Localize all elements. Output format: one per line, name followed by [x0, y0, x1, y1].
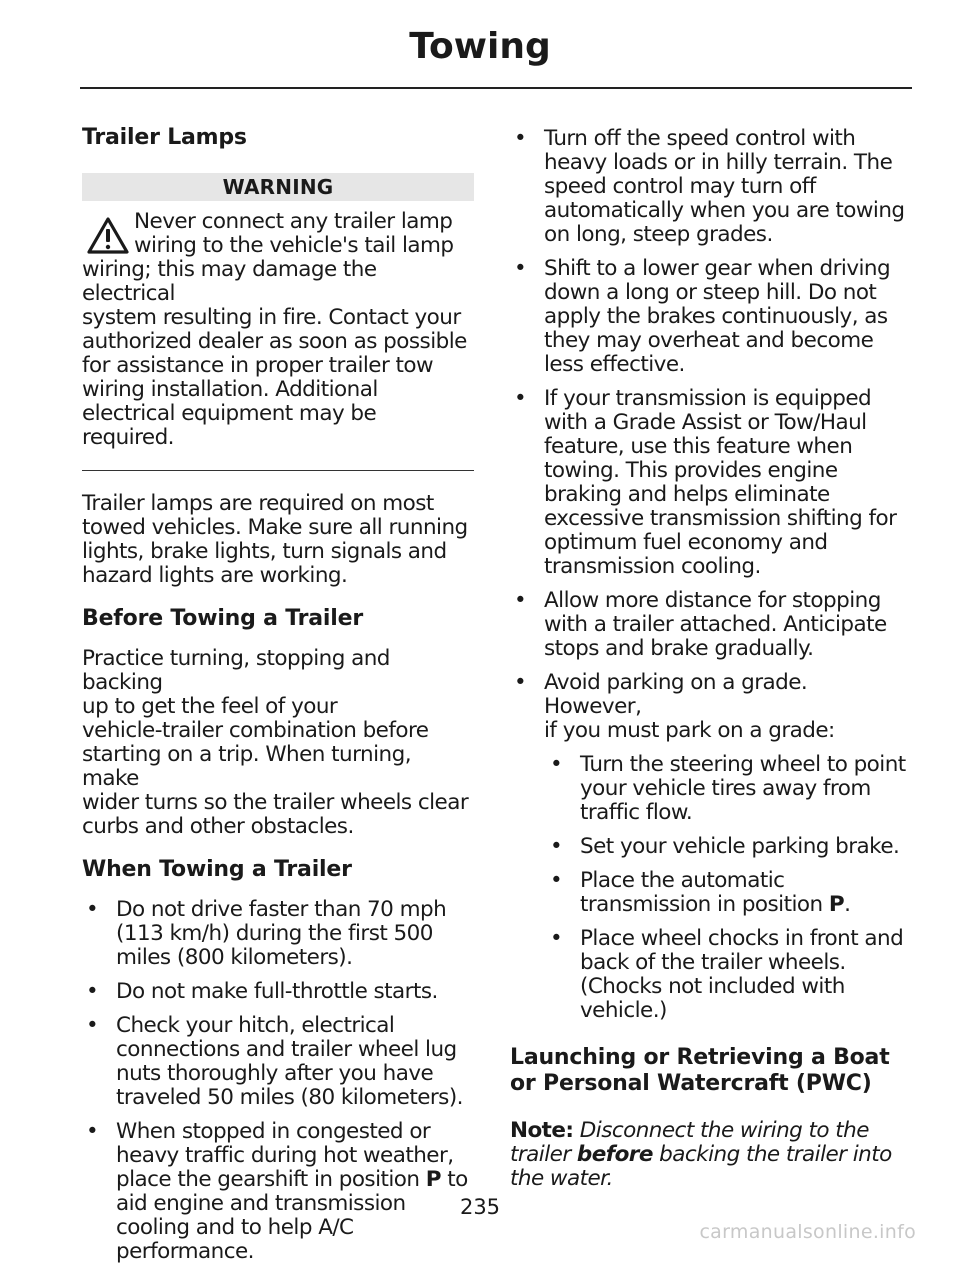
list-item-line: When stopped in congested or — [116, 1119, 431, 1144]
list-item-line: heavy loads or in hilly terrain. The — [544, 150, 893, 175]
bullet: • — [514, 126, 527, 151]
inline-text: place the gearshift in position — [116, 1167, 426, 1192]
list-item-line: (113 km/h) during the first 500 — [116, 921, 433, 946]
bullet: • — [514, 256, 527, 281]
watermark: carmanualsonline.info — [699, 1221, 916, 1243]
bullet: • — [86, 1119, 99, 1144]
bullet: • — [86, 1013, 99, 1038]
list-item-line: traffic flow. — [580, 800, 693, 825]
paragraph-line: hazard lights are working. — [82, 563, 348, 588]
towing-list-continued — [510, 127, 910, 1023]
paragraph-line: vehicle-trailer combination before — [82, 718, 429, 743]
list-item-line: feature, use this feature when — [544, 434, 853, 459]
trailer-lamps-paragraph — [82, 492, 474, 588]
sub-list-item — [510, 835, 910, 859]
warning-line: wiring; this may damage the electrical — [82, 257, 377, 306]
list-item-line: Turn off the speed control with — [544, 126, 856, 151]
inline-text: backing the trailer into — [652, 1142, 892, 1167]
list-item — [510, 671, 910, 743]
warning-line: wiring installation. Additional — [82, 377, 378, 402]
warning-header: WARNING — [82, 173, 474, 201]
list-item-line: with a Grade Assist or Tow/Haul — [544, 410, 867, 435]
inline-text: transmission in position — [580, 892, 829, 917]
list-item-line: performance. — [116, 1239, 254, 1264]
inline-text: Disconnect the wiring to the — [573, 1118, 869, 1143]
warning-line: system resulting in fire. Contact your — [82, 305, 461, 330]
list-item-line: your vehicle tires away from — [580, 776, 871, 801]
note-label: Note: — [510, 1118, 574, 1143]
list-item-line: Set your vehicle parking brake. — [580, 834, 900, 859]
list-item-line: connections and trailer wheel lug — [116, 1037, 457, 1062]
list-item-line: Shift to a lower gear when driving — [544, 256, 891, 281]
list-item-line: excessive transmission shifting for — [544, 506, 897, 531]
gear-position-park: P — [425, 1167, 441, 1192]
paragraph-line: wider turns so the trailer wheels clear — [82, 790, 469, 815]
list-item-line: Turn the steering wheel to point — [580, 752, 906, 777]
before-towing-paragraph — [82, 647, 474, 839]
list-item — [82, 980, 474, 1004]
list-item-line — [580, 893, 910, 917]
paragraph-line: Practice turning, stopping and backing — [82, 646, 390, 695]
bullet: • — [550, 834, 563, 859]
paragraph-line: Trailer lamps are required on most — [82, 491, 434, 516]
paragraph-line: up to get the feel of your — [82, 694, 338, 719]
warning-line: for assistance in proper trailer tow — [82, 353, 434, 378]
list-item-line: Avoid parking on a grade. However, — [544, 670, 808, 719]
list-item — [510, 127, 910, 247]
bullet: • — [86, 979, 99, 1004]
list-item-line: miles (800 kilometers). — [116, 945, 353, 970]
list-item-line: Do not drive faster than 70 mph — [116, 897, 447, 922]
warning-line: Never connect any trailer lamp — [134, 209, 453, 234]
header-divider — [80, 87, 912, 89]
sub-list-item — [510, 927, 910, 1023]
list-item-line: heavy traffic during hot weather, — [116, 1143, 454, 1168]
bullet: • — [550, 752, 563, 777]
list-item-line: on long, steep grades. — [544, 222, 773, 247]
bullet: • — [514, 670, 527, 695]
list-item-line: they may overheat and become — [544, 328, 874, 353]
list-item-line: down a long or steep hill. Do not — [544, 280, 877, 305]
bullet: • — [550, 868, 563, 893]
heading-line: or Personal Watercraft (PWC) — [510, 1071, 872, 1096]
warning-divider — [82, 470, 474, 471]
list-item-line: automatically when you are towing — [544, 198, 905, 223]
section-heading-launching — [510, 1045, 910, 1097]
note-line — [510, 1143, 910, 1167]
warning-line: authorized dealer as soon as possible — [82, 329, 467, 354]
list-item-line: If your transmission is equipped — [544, 386, 872, 411]
list-item-line: if you must park on a grade: — [544, 718, 835, 743]
list-item-line: traveled 50 miles (80 kilometers). — [116, 1085, 463, 1110]
list-item-line: apply the brakes continuously, as — [544, 304, 888, 329]
warning-triangle-icon — [86, 216, 130, 256]
list-item-line: Do not make full-throttle starts. — [116, 979, 438, 1004]
list-item — [82, 1120, 474, 1264]
gear-position-park: P — [828, 892, 845, 917]
list-item — [510, 589, 910, 661]
list-item-line: aid engine and transmission — [116, 1191, 406, 1216]
emphasis-before: before — [576, 1142, 653, 1167]
list-item — [510, 257, 910, 377]
list-item-line: braking and helps eliminate — [544, 482, 830, 507]
note-paragraph — [510, 1119, 910, 1191]
list-item-line: speed control may turn off — [544, 174, 816, 199]
list-item-line — [116, 1168, 474, 1192]
inline-text: trailer — [510, 1142, 577, 1167]
bullet: • — [86, 897, 99, 922]
left-column — [82, 122, 474, 1264]
section-heading-before-towing: Before Towing a Trailer — [82, 606, 363, 631]
list-item-line: transmission cooling. — [544, 554, 761, 579]
list-item-line: Allow more distance for stopping — [544, 588, 881, 613]
list-item-line: cooling and to help A/C — [116, 1215, 354, 1240]
list-item-line: towing. This provides engine — [544, 458, 838, 483]
list-item — [82, 1014, 474, 1110]
list-item-line: vehicle.) — [580, 998, 667, 1023]
paragraph-line: starting on a trip. When turning, make — [82, 742, 411, 791]
section-heading-when-towing: When Towing a Trailer — [82, 857, 352, 882]
list-item-line: less effective. — [544, 352, 685, 377]
list-item-line: Place the automatic — [580, 868, 785, 893]
paragraph-line: lights, brake lights, turn signals and — [82, 539, 447, 564]
note-line — [510, 1119, 910, 1143]
list-item-line: nuts thoroughly after you have — [116, 1061, 434, 1086]
bullet: • — [550, 926, 563, 951]
list-item-line: (Chocks not included with — [580, 974, 845, 999]
warning-line: wiring to the vehicle's tail lamp — [134, 233, 454, 258]
list-item-line: with a trailer attached. Anticipate — [544, 612, 887, 637]
bullet: • — [514, 386, 527, 411]
inline-text: to — [441, 1167, 468, 1192]
list-item-line: stops and brake gradually. — [544, 636, 814, 661]
sub-list-item — [510, 869, 910, 917]
inline-text: . — [844, 892, 851, 917]
note-line: the water. — [510, 1166, 613, 1191]
sub-list-item — [510, 753, 910, 825]
paragraph-line: towed vehicles. Make sure all running — [82, 515, 468, 540]
list-item-line: optimum fuel economy and — [544, 530, 828, 555]
list-item — [82, 898, 474, 970]
heading-line: Launching or Retrieving a Boat — [510, 1045, 890, 1070]
list-item-line: Place wheel chocks in front and — [580, 926, 904, 951]
paragraph-line: curbs and other obstacles. — [82, 814, 354, 839]
warning-line: electrical equipment may be required. — [82, 401, 377, 450]
section-heading-trailer-lamps: Trailer Lamps — [82, 125, 247, 150]
right-column — [510, 127, 910, 1191]
page-title: Towing — [409, 26, 551, 67]
warning-box — [82, 210, 474, 471]
page-number: 235 — [459, 1195, 501, 1219]
warning-text — [82, 210, 474, 450]
list-item — [510, 387, 910, 579]
list-item-line: back of the trailer wheels. — [580, 950, 846, 975]
list-item-line: Check your hitch, electrical — [116, 1013, 395, 1038]
bullet: • — [514, 588, 527, 613]
